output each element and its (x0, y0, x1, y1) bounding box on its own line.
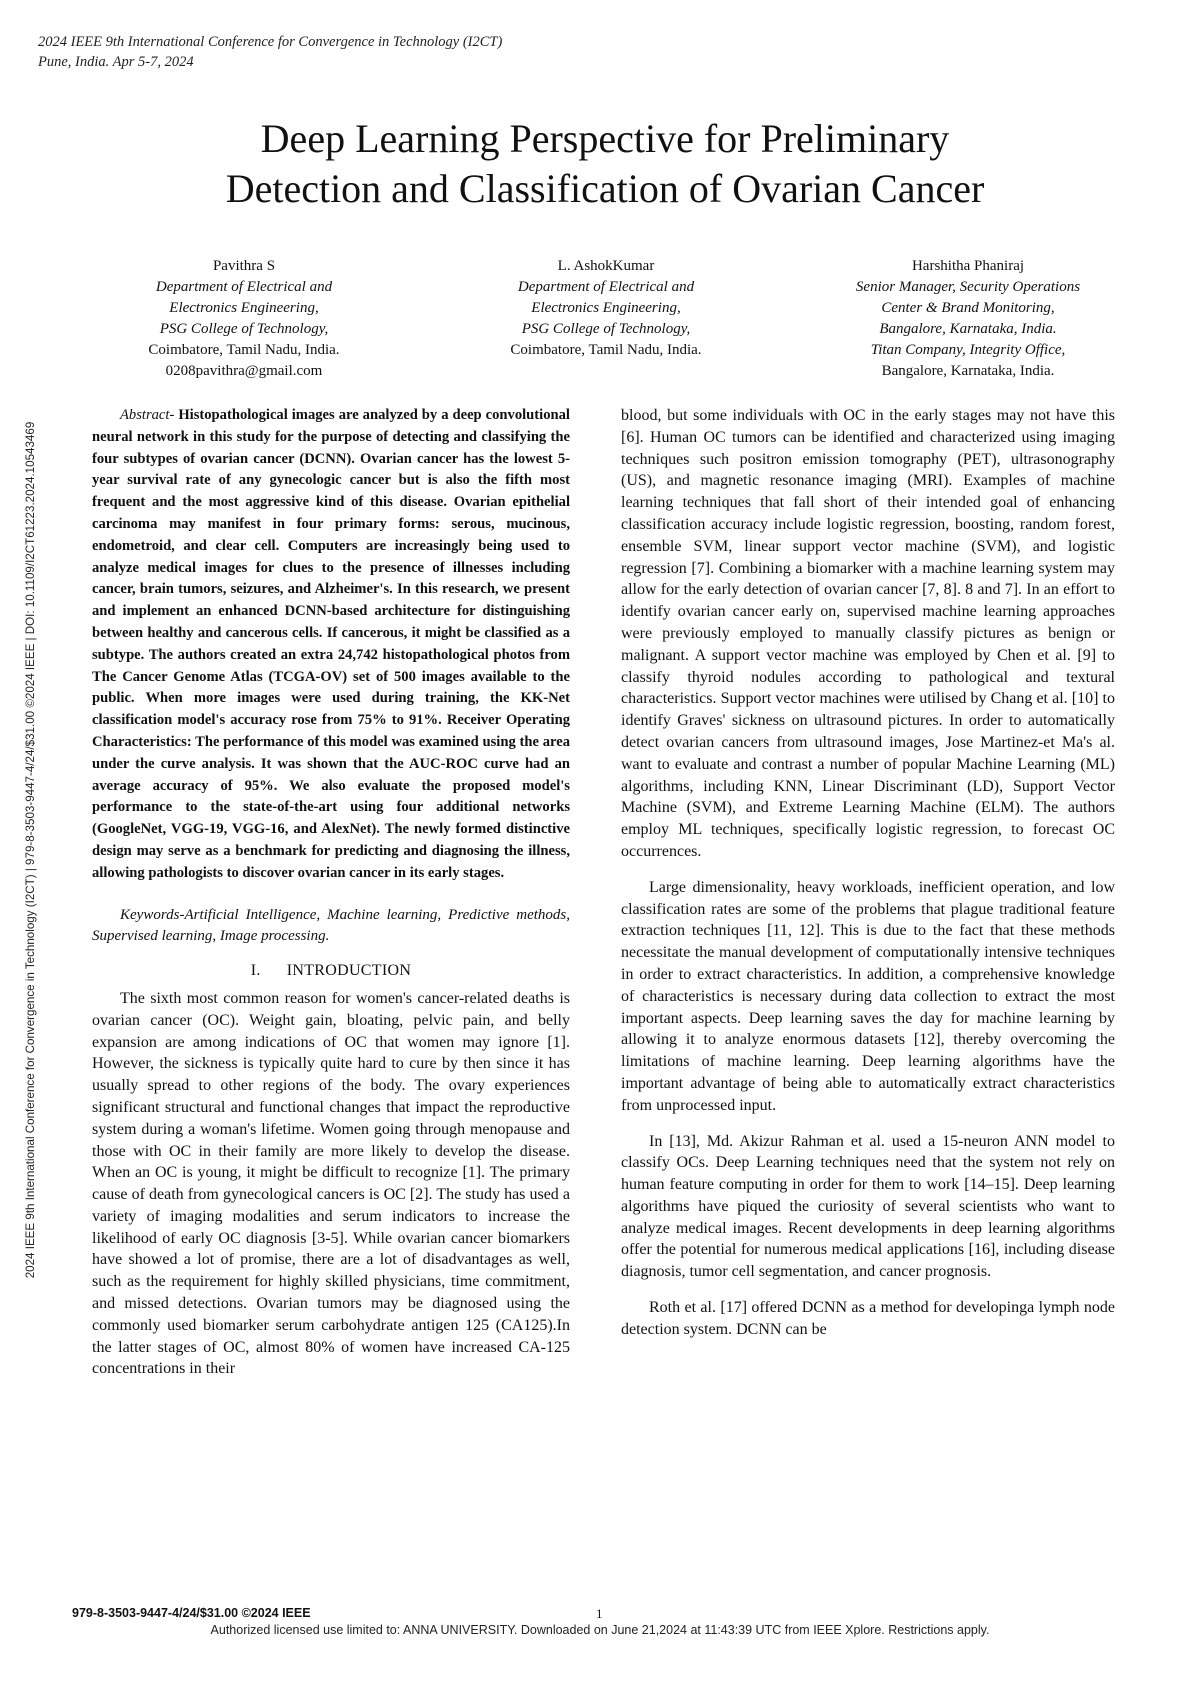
author-affiliation-line: Titan Company, Integrity Office, (870, 342, 1066, 358)
author-affiliation-line: Senior Manager, Security Operations (855, 279, 1081, 295)
license-notice: Authorized licensed use limited to: ANNA UNIVERSITY. Downloaded on June 21,2024 at 11:43:39 UTC from IEEE Xplore. Restrictions apply. (210, 1623, 990, 1637)
abstract-text: Histopathological images are analyzed by a deep convolutional neural network in this study for the purpose of detecting and classifying the four subtypes of ovarian cancer (DCNN). Ovarian cancer has the lowest 5-year survival rate of any gynecologic cancer but is also the fifth most frequent and the most aggressive kind of this disease. Ovarian epithelial carcinoma may manifest in four primary forms: serous, mucinous, endometroid, and clear cell. Computers are increasingly being used to analyze medical images for clues to the presence of illnesses including cancer, brain tumors, seizures, and Alzheimer's. In this research, we present and implement an enhanced DCNN-based architecture for distinguishing between healthy and cancerous cells. If cancerous, it might be classified as a subtype. The authors created an extra 24,742 histopathological photos from The Cancer Genome Atlas (TCGA-OV) set of 500 images available to the public. When more images were used during training, the KK-Net classification model's accuracy rose from 75% to 91%. Receiver Operating Characteristics: The performance of this model was examined using the area under the curve analysis. It was shown that the AUC-ROC curve had an average accuracy of 95%. We also evaluate the proposed model's performance to the state-of-the-art using four additional networks (GoogleNet, VGG-19, VGG-16, and AlexNet). The newly formed distinctive design may serve as a benchmark for predicting and diagnosing the illness, allowing pathologists to discover ovarian cancer in its early stages. (92, 407, 570, 881)
author-affiliation-line: PSG College of Technology, (521, 321, 691, 337)
section-heading (92, 960, 570, 982)
title-line-2: Detection and Classification of Ovarian Cancer (225, 166, 985, 211)
abstract-label: Abstract- (120, 407, 175, 423)
conference-location: Pune, India. Apr 5-7, 2024 (38, 54, 194, 70)
title-line-1: Deep Learning Perspective for Preliminary (260, 116, 950, 161)
author-3 (818, 256, 1118, 382)
body-paragraph: In [13], Md. Akizur Rahman et al. used a 15-neuron ANN model to classify OCs. Deep Learning techniques need that the system not rely on human feature computing in order for them to work [14–15]. Deep learning algorithms have piqued the curiosity of several scientists who want to analyze medical images. Recent developments in deep learning algorithms offer the potential for numerous medical applications [16], including disease diagnosis, tumor cell segmentation, and cancer prognosis. (621, 1132, 1115, 1281)
author-affiliation-line: Department of Electrical and (155, 279, 333, 295)
doi-side-strip (24, 300, 40, 1400)
conference-name: 2024 IEEE 9th International Conference for Convergence in Technology (I2CT) (38, 34, 503, 50)
body-paragraph: Roth et al. [17] offered DCNN as a method for developinga lymph node detection system. DCNN can be (621, 1299, 1115, 1338)
author-location: Coimbatore, Tamil Nadu, India. (148, 342, 340, 358)
doi-text: 2024 IEEE 9th International Conference for Convergence in Technology (I2CT) | 979-8-3503-9447-4/24/$31.00 ©2024 IEEE | DOI: 10.1109/I2CT61223.2024.10543469 (24, 421, 37, 1279)
right-column (621, 405, 1115, 1341)
author-name: Pavithra S (212, 258, 276, 274)
author-name: Harshitha Phaniraj (911, 258, 1025, 274)
left-column (92, 405, 570, 1380)
conference-header (38, 32, 502, 72)
body-paragraph: Large dimensionality, heavy workloads, inefficient operation, and low classification rates are some of the problems that plague traditional feature extraction techniques [11, 12]. This is due to the fact that these methods necessitate the manual development of computationally intensive techniques in order to extract characteristics. In addition, a comprehensive knowledge of characteristics is necessary during data collection to extract the most important aspects. Deep learning saves the day for machine learning by allowing it to analyze enormous datasets [12], thereby overcoming the limitations of machine learning. Deep learning algorithms have the important advantage of being able to automatically extract characteristics from unprocessed input. (621, 878, 1115, 1114)
page-number: 1 (596, 1606, 603, 1621)
copyright-footer: 979-8-3503-9447-4/24/$31.00 ©2024 IEEE (72, 1606, 311, 1620)
author-affiliation-line: PSG College of Technology, (159, 321, 329, 337)
paper-title (80, 114, 1130, 214)
author-affiliation-line: Bangalore, Karnataka, India. (879, 321, 1057, 337)
body-paragraph: blood, but some individuals with OC in the early stages may not have this [6]. Human OC tumors can be identified and characterized using imaging techniques such positron emission tomography (PET), ultrasonography (US), and magnetic resonance imaging (MRI). Examples of machine learning techniques that fall short of their intended goal of enhancing classification accuracy include logistic regression, boosting, random forest, ensemble SVM, linear support vector machine (SVM), and logistic regression [7]. Combining a biomarker with a machine learning system may allow for the early detection of ovarian cancer [7, 8]. 8 and 7]. In an effort to identify ovarian cancer early on, supervised machine learning approaches were previously employed to manually classify pictures as benign or malignant. A support vector machine was employed by Chen et al. [9] to classify thyroid nodules according to pathological and textural characteristics. Support vector machines were utilised by Chang et al. [10] to identify Graves' sickness on ultrasound pictures. In order to automatically detect ovarian cancers from ultrasound images, Jose Martinez-et Ma's al. want to evaluate and contrast a number of popular Machine Learning (ML) algorithms, including KNN, Linear Discriminant (LD), Support Vector Machine (SVM), and Extreme Learning Machine (ELM). The authors employ ML techniques, specifically logistic regression, to forecast OC occurrences. (621, 407, 1115, 860)
body-paragraph: The sixth most common reason for women's cancer-related deaths is ovarian cancer (OC). Weight gain, bloating, pelvic pain, and belly expansion are among indications of OC that women may ignore [1]. However, the sickness is typically quite hard to cure by then since it has usually spread to other regions of the body. The ovary experiences significant structural and functional changes that impact the reproductive system during a woman's lifetime. Women going through menopause and those with OC in their family are more likely to develop the disease. When an OC is young, it might be difficult to recognize [1]. The primary cause of death from gynecological cancers is OC [2]. The study has used a variety of imaging modalities and serum indicators to increase the likelihood of early OC diagnosis [3-5]. While ovarian cancer biomarkers have showed a lot of promise, there are a lot of disadvantages as well, such as the requirement for highly skilled physicians, time commitment, and missed detections. Ovarian tumors may be diagnosed using the commonly used biomarker serum carbohydrate antigen 125 (CA125).In the latter stages of OC, almost 80% of women have increased CA-125 concentrations in their (92, 989, 570, 1378)
keywords: Keywords-Artificial Intelligence, Machine learning, Predictive methods, Supervised learning, Image processing. (92, 906, 570, 945)
author-1 (94, 256, 394, 382)
author-affiliation-line: Electronics Engineering, (531, 300, 681, 316)
section-number: I. (250, 962, 261, 980)
abstract (92, 405, 570, 885)
author-affiliation-line: Center & Brand Monitoring, (881, 300, 1055, 316)
author-2 (456, 256, 756, 361)
author-email: 0208pavithra@gmail.com (165, 363, 323, 379)
author-location: Bangalore, Karnataka, India. (881, 363, 1055, 379)
author-location: Coimbatore, Tamil Nadu, India. (510, 342, 702, 358)
author-affiliation-line: Department of Electrical and (517, 279, 695, 295)
author-affiliation-line: Electronics Engineering, (169, 300, 319, 316)
section-title: INTRODUCTION (286, 962, 412, 980)
author-name: L. AshokKumar (557, 258, 655, 274)
